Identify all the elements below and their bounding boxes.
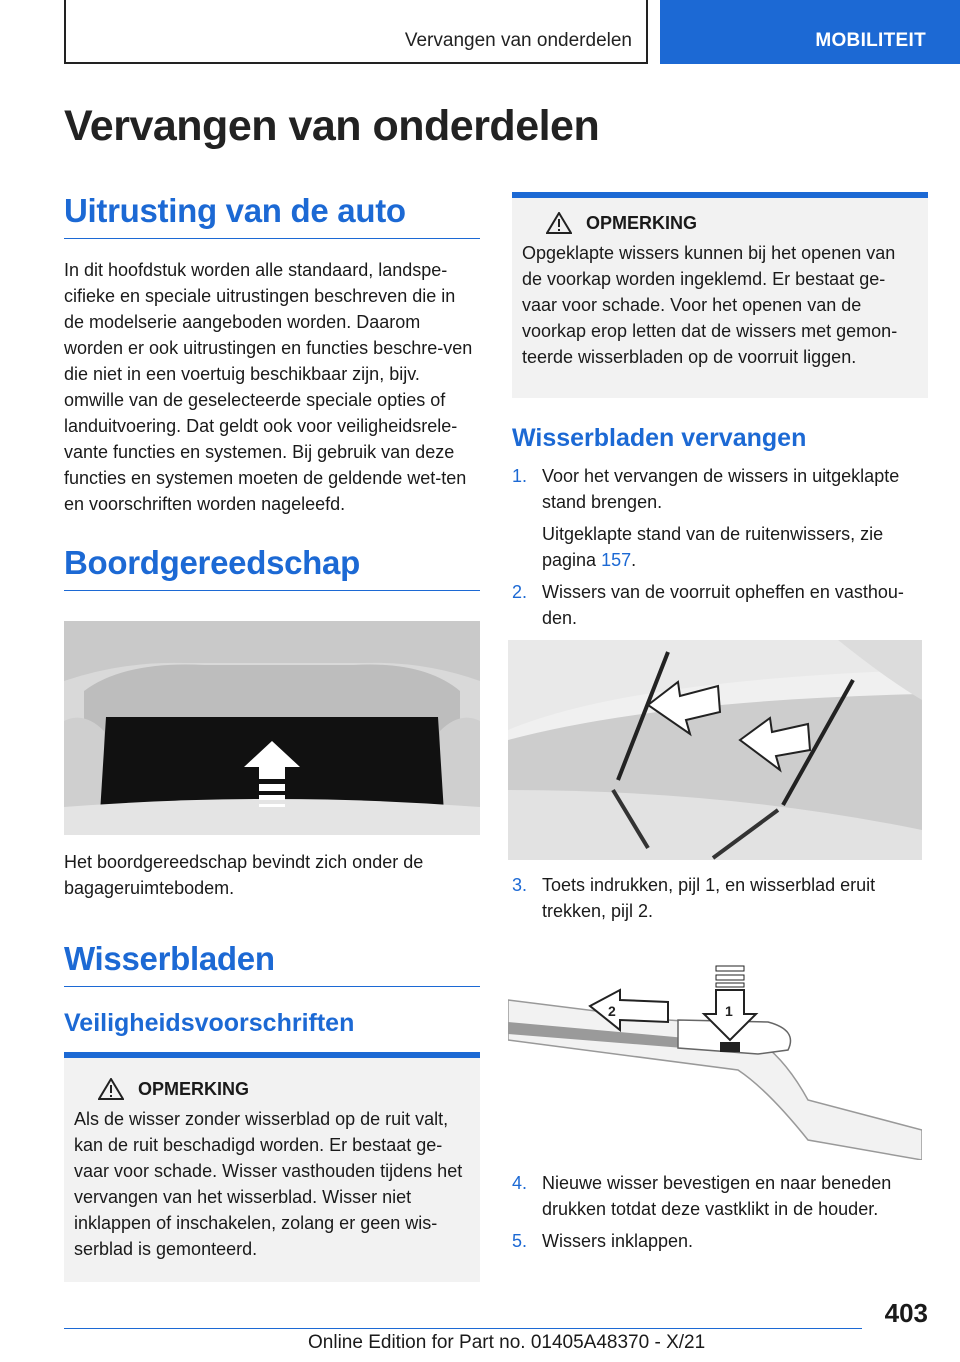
- list-item: [512, 463, 928, 573]
- step-text: Nieuwe wisser bevestigen en naar beneden drukken totdat deze vastklikt in de houder.: [542, 1173, 892, 1219]
- step-number: 4.: [512, 1173, 528, 1193]
- page-number: 403: [884, 1298, 928, 1328]
- step-number: 1.: [512, 466, 528, 486]
- right-column: [512, 192, 928, 398]
- left-column: [64, 192, 480, 517]
- list-item: [512, 579, 928, 631]
- heading-uitrusting: Uitrusting van de auto: [64, 192, 480, 239]
- boord-section: [64, 544, 480, 901]
- page-title: Vervangen van onderdelen: [64, 102, 600, 150]
- note-text-left: Als de wisser zonder wisserblad op de ruit valt, kan de ruit beschadigd worden. Er bestaat ge-vaar voor schade. Wisser vasthouden tijdens het vervangen van het wisserblad. Wisser niet inklappen of inschakelen, zolang er geen wis-serblad is gemonteerd.: [74, 1109, 463, 1259]
- heading-veiligheid: Veiligheidsvoorschriften: [64, 1009, 480, 1058]
- boord-caption: Het boordgereedschap bevindt zich onder de bagageruimtebodem.: [64, 852, 424, 898]
- step-sub-end: .: [631, 550, 637, 570]
- step4-5-section: [512, 1170, 928, 1254]
- page-link-157[interactable]: 157: [601, 550, 632, 570]
- note-text-right: Opgeklapte wissers kunnen bij het openen van de voorkap worden ingeklemd. Er bestaat ge-vaar voor schade. Voor het openen van de voorkap erop letten dat de wissers met gemon-teerde wisserbladen op de voorruit liggen.: [522, 243, 898, 367]
- list-item: [512, 1170, 928, 1222]
- note-box-left: [64, 1058, 480, 1282]
- wiper-blade-figure: [508, 950, 922, 1160]
- note-label-left: OPMERKING: [138, 1078, 250, 1099]
- step-sub: [542, 521, 928, 573]
- step-sub-text: Uitgeklapte stand van de ruitenwissers, zie pagina: [542, 524, 884, 570]
- note-box-right: [512, 198, 928, 398]
- step-text: Wissers inklappen.: [542, 1231, 694, 1251]
- arrow-label-2: 2: [608, 1003, 616, 1019]
- steps-list-a: [512, 463, 928, 631]
- trunk-figure: [64, 621, 480, 835]
- arrow-label-1: 1: [725, 1003, 733, 1019]
- header-chapter-tab: [660, 0, 960, 64]
- windshield-illustration: [508, 640, 922, 860]
- footer-edition: Online Edition for Part no. 01405A48370 - X/21: [308, 1332, 706, 1353]
- note-label-right: OPMERKING: [586, 212, 698, 233]
- note-header-right: [546, 212, 916, 234]
- heading-wisserbladen: Wisserbladen: [64, 940, 480, 987]
- step-number: 5.: [512, 1231, 528, 1251]
- step-text: Toets indrukken, pijl 1, en wisserblad eruit trekken, pijl 2.: [542, 875, 876, 921]
- uitrusting-text: In dit hoofdstuk worden alle standaard, landspe-cifieke en speciale uitrustingen beschreven die in de modelserie aangeboden worden. Daarom worden er ook uitrustingen en functies beschre-ven die niet in een voertuig beschikbaar zijn, bijv. omwille van de geselecteerde speciale opties of landuitvoering. Dat geldt ook voor veiligheidsrele-vante functies en systemen. Bij gebruik van deze functies en systemen moeten de geldende wet-ten en voorschriften worden nageleefd.: [64, 260, 473, 514]
- step-text: Wissers van de voorruit opheffen en vasthou-den.: [542, 582, 904, 628]
- step3-section: [512, 872, 928, 924]
- footer-divider: [64, 1328, 862, 1329]
- list-item: [512, 1228, 928, 1254]
- step-number: 3.: [512, 875, 528, 895]
- replace-section: [512, 424, 928, 631]
- header-section-box: [64, 0, 648, 64]
- heading-boordgereedschap: Boordgereedschap: [64, 544, 480, 591]
- warning-icon: [546, 212, 572, 234]
- step-number: 2.: [512, 582, 528, 602]
- header-chapter-label: MOBILITEIT: [815, 30, 926, 51]
- step-text: Voor het vervangen de wissers in uitgeklapte stand brengen.: [542, 466, 900, 512]
- wisser-section: [64, 940, 480, 1282]
- windshield-figure: [508, 640, 922, 860]
- header-section-title: Vervangen van onderdelen: [404, 30, 632, 51]
- steps-list-c: [512, 1170, 928, 1254]
- warning-icon: [98, 1078, 124, 1100]
- note-header-left: [98, 1078, 468, 1100]
- wiper-blade-illustration: [508, 950, 922, 1160]
- heading-wisserbladen-vervangen: Wisserbladen vervangen: [512, 424, 807, 452]
- steps-list-b: [512, 872, 928, 924]
- list-item: [512, 872, 928, 924]
- trunk-illustration: [64, 621, 480, 835]
